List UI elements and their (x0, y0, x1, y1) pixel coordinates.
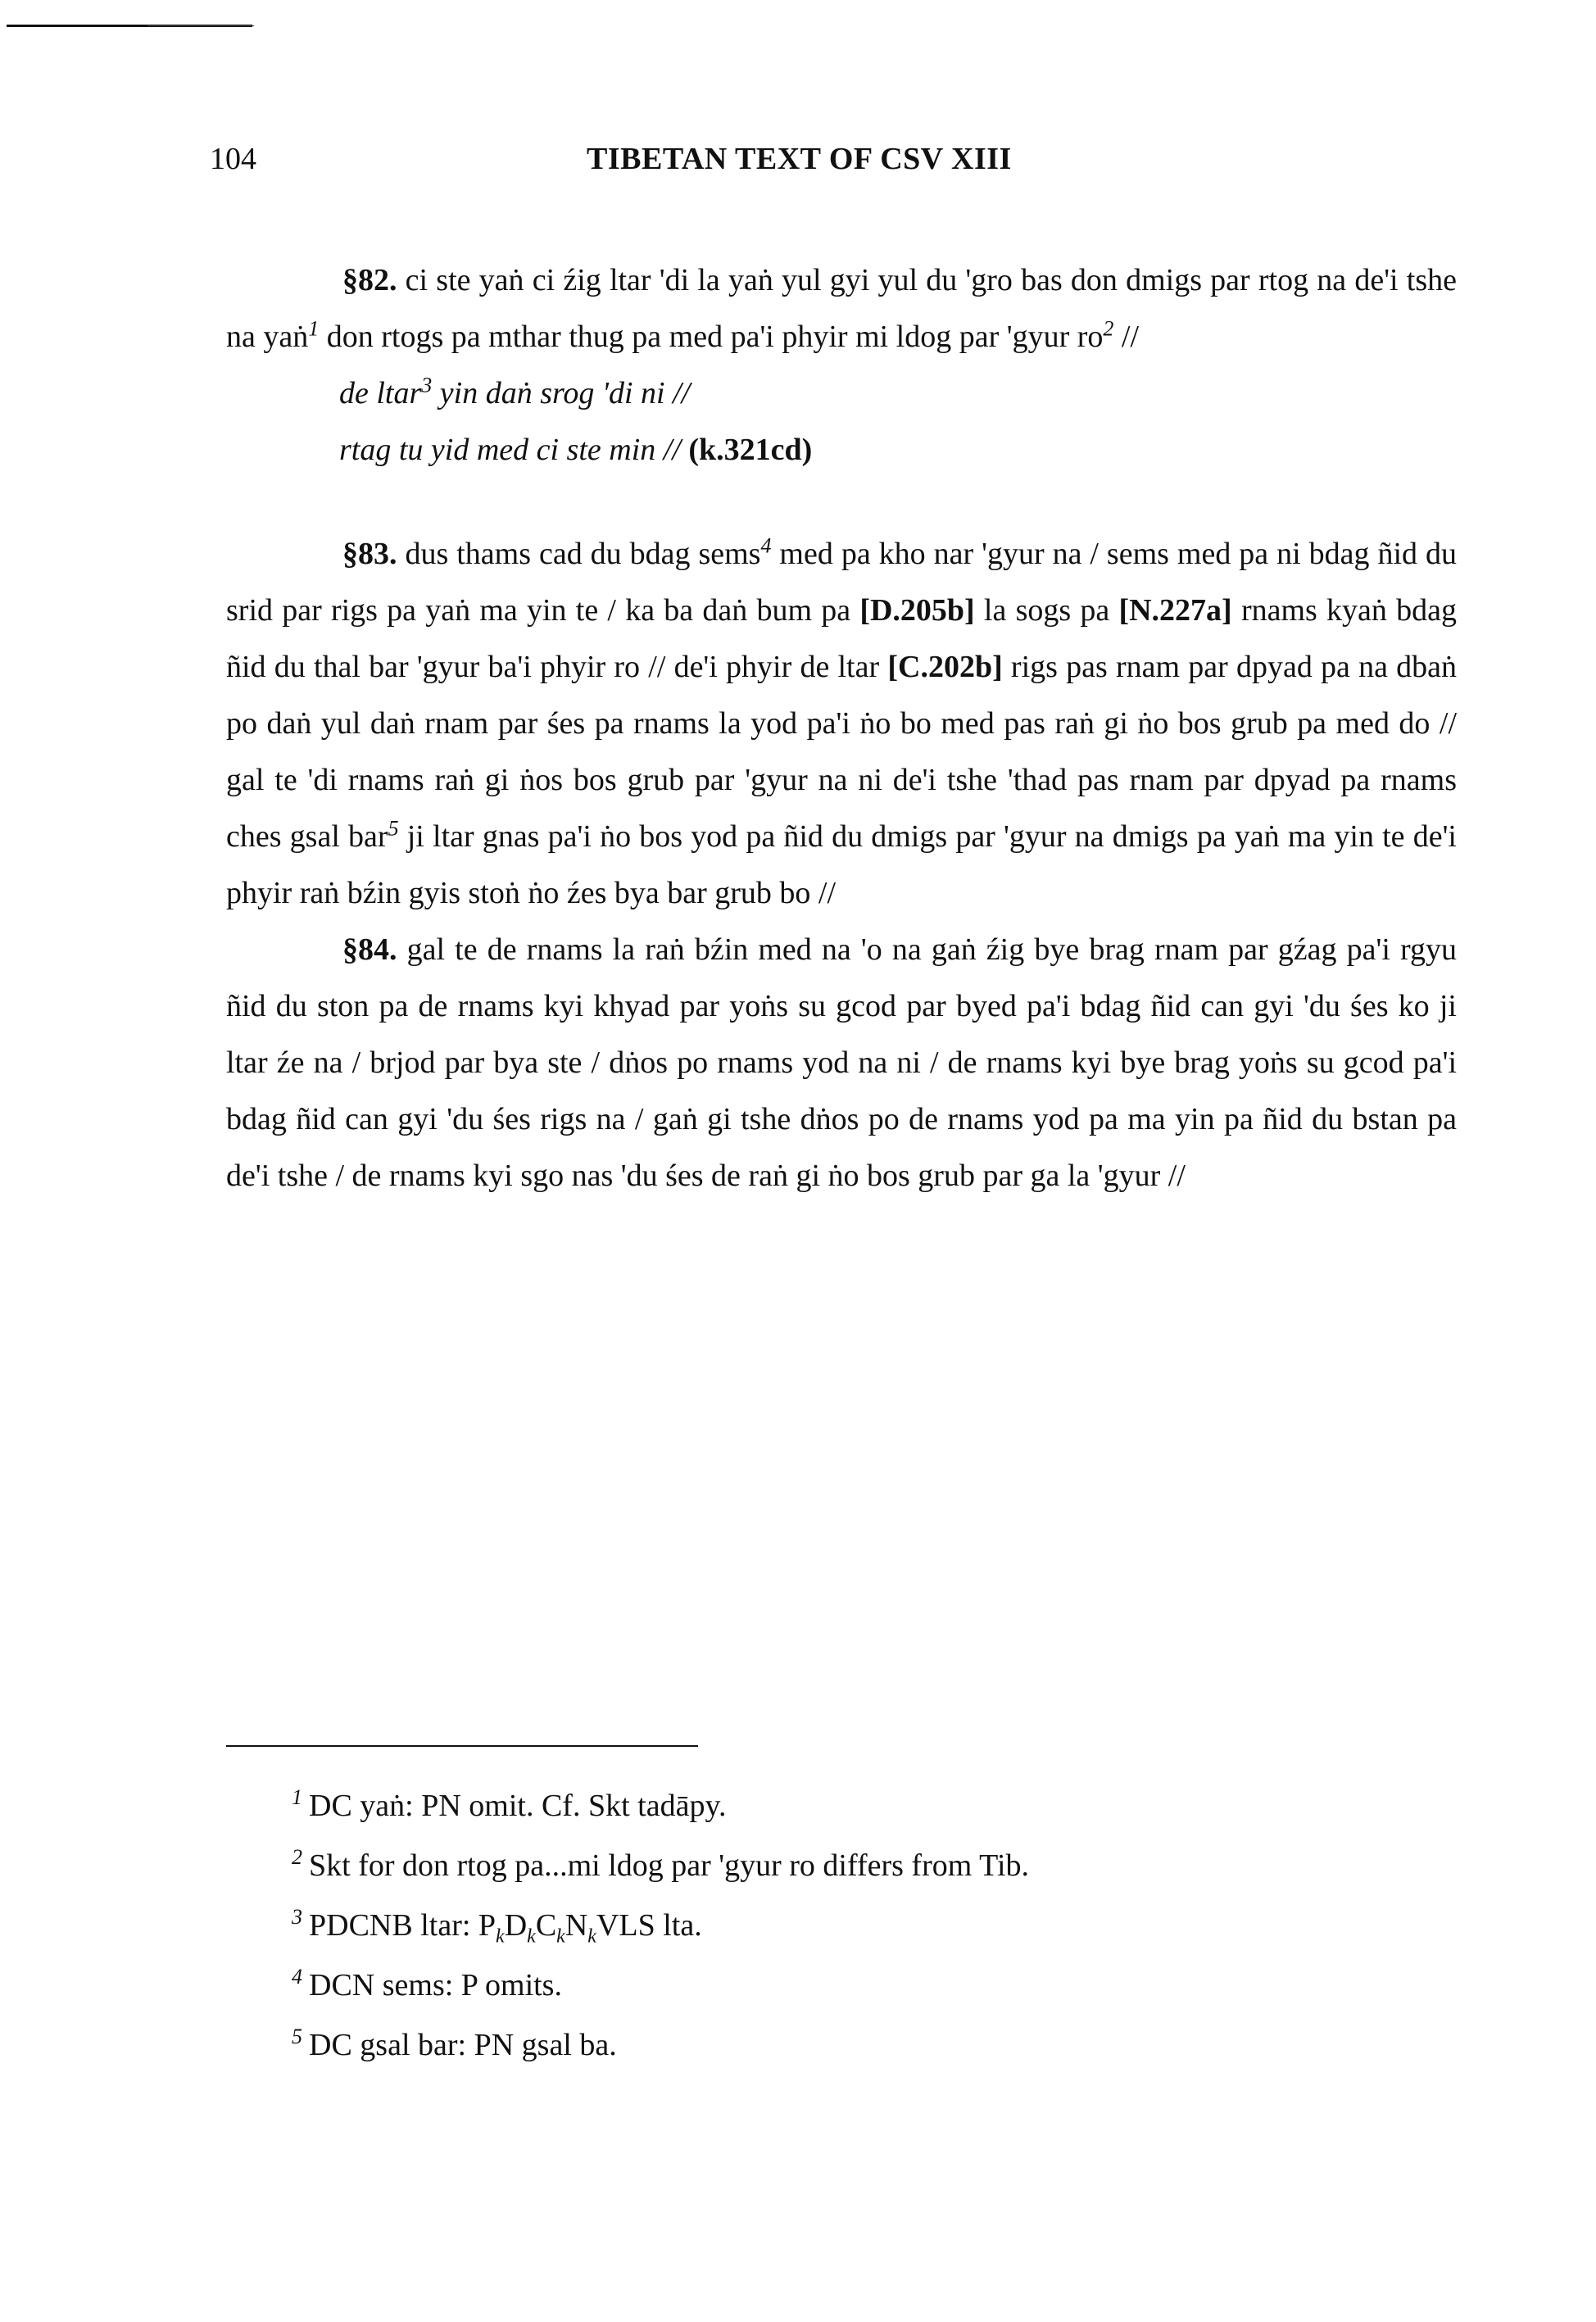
footnote-text: DCN sems: P omits. (309, 1968, 562, 2002)
subscript-k: k (587, 1925, 596, 1948)
page-number: 104 (210, 142, 256, 176)
footnote-ref[interactable]: 3 (421, 373, 433, 397)
paragraph-gap (226, 478, 1457, 526)
verse-reference: (k.321cd) (688, 433, 813, 467)
subscript-k: k (556, 1925, 565, 1948)
verse-text: yin daṅ srog 'di ni // (432, 376, 691, 410)
subscript-k: k (527, 1925, 536, 1948)
verse-text: rtag tu yid med ci ste min // (339, 433, 689, 467)
footnote-4 (292, 1956, 1357, 2016)
footnote-text: DC gsal bar: PN gsal ba. (309, 2028, 617, 2062)
footnote-text: N (564, 1908, 588, 1943)
section-label: §83. (342, 537, 397, 571)
footnote-1 (292, 1776, 1357, 1836)
footnote-rule (226, 1745, 698, 1747)
subscript-k: k (496, 1925, 505, 1948)
footnote-text: VLS lta. (596, 1908, 702, 1943)
paragraph-text: la sogs pa (974, 593, 1119, 628)
paragraph-82 (226, 252, 1457, 365)
footnote-2 (292, 1836, 1357, 1896)
paragraph-text: rigs pas rnam par dpyad pa na dbaṅ po daṅ yul daṅ rnam par śes pa rnams la yod pa'i ṅo bo med pas raṅ gi ṅo bos grub pa med do // gal te 'di rnams raṅ gi ṅos bos grub par 'gyur na ni de'i tshe 'thad pas rnam par dpyad pa rnams ches gsal bar (226, 650, 1458, 854)
section-label: §82. (342, 263, 397, 297)
verse-text: de ltar (339, 376, 422, 410)
paragraph-text: ci ste yaṅ ci źig ltar 'di la yaṅ yul gyi yul du 'gro bas don dmigs par rtog na de'i tshe na yaṅ (226, 263, 1457, 354)
footnote-ref[interactable]: 2 (1103, 316, 1114, 341)
footnote-number: 4 (292, 1965, 302, 1989)
paragraph-text: dus thams cad du bdag sems (397, 537, 761, 571)
footnote-number: 2 (292, 1845, 302, 1870)
footnote-ref[interactable]: 5 (388, 816, 399, 841)
section-label: §84. (342, 932, 397, 967)
folio-marker: [N.227a] (1118, 593, 1232, 628)
paragraph-84 (226, 922, 1457, 1204)
footnote-text: PDCNB ltar: P (309, 1908, 496, 1943)
paragraph-83 (226, 526, 1457, 922)
footnote-ref[interactable]: 4 (760, 533, 772, 558)
folio-marker: [D.205b] (859, 593, 975, 628)
running-head: TIBETAN TEXT OF CSV XIII (587, 142, 1012, 176)
footnote-text: DC yaṅ: PN omit. Cf. Skt tadāpy. (309, 1789, 727, 1823)
paragraph-text: don rtogs pa mthar thug pa med pa'i phyir mi ldog par 'gyur ro (319, 320, 1104, 354)
footnote-text: D (504, 1908, 528, 1943)
footnote-number: 1 (292, 1785, 302, 1810)
top-rule-thin (147, 25, 254, 26)
verse-line-1 (226, 365, 1457, 422)
footnote-text: Skt for don rtog pa...mi ldog par 'gyur ro differs from Tib. (309, 1848, 1030, 1883)
footnote-text: C (535, 1908, 557, 1943)
paragraph-text: rnams kyaṅ bdag ñid du thal bar 'gyur ba'i phyir ro // de'i phyir de ltar (226, 593, 1457, 684)
footnote-3 (292, 1896, 1357, 1956)
footnote-ref[interactable]: 1 (308, 316, 320, 341)
folio-marker: [C.202b] (887, 650, 1003, 684)
footnote-5 (292, 2016, 1357, 2075)
verse-line-2 (226, 422, 1457, 478)
paragraph-text: gal te de rnams la raṅ bźin med na 'o na gaṅ źig bye brag rnam par gźag pa'i rgyu ñid du ston pa de rnams kyi khyad par yoṅs su gcod par byed pa'i bdag ñid can gyi 'du śes ko ji ltar źe na / brjod par bya ste / dṅos po rnams yod na ni / de rnams kyi bye brag yoṅs su gcod pa'i bdag ñid can gyi 'du śes rigs na / gaṅ gi tshe dṅos po de rnams yod pa ma yin pa ñid du bstan pa de'i tshe / de rnams kyi sgo nas 'du śes de raṅ gi ṅo bos grub par ga la 'gyur // (226, 932, 1457, 1193)
footnote-number: 3 (292, 1905, 302, 1930)
paragraph-text: med pa kho nar 'gyur na / sems med pa ni bdag ñid du srid par rigs pa yaṅ ma yin te / ka ba daṅ bum pa (226, 537, 1458, 628)
body-text (226, 252, 1457, 1204)
paragraph-text: // (1113, 320, 1140, 354)
paragraph-text: ji ltar gnas pa'i ṅo bos yod pa ñid du dmigs par 'gyur na dmigs pa yaṅ ma yin te de'i phyir raṅ bźin gyis stoṅ ṅo źes bya bar grub bo // (226, 819, 1457, 910)
footnote-number: 5 (292, 2025, 302, 2049)
footnotes (292, 1776, 1357, 2075)
